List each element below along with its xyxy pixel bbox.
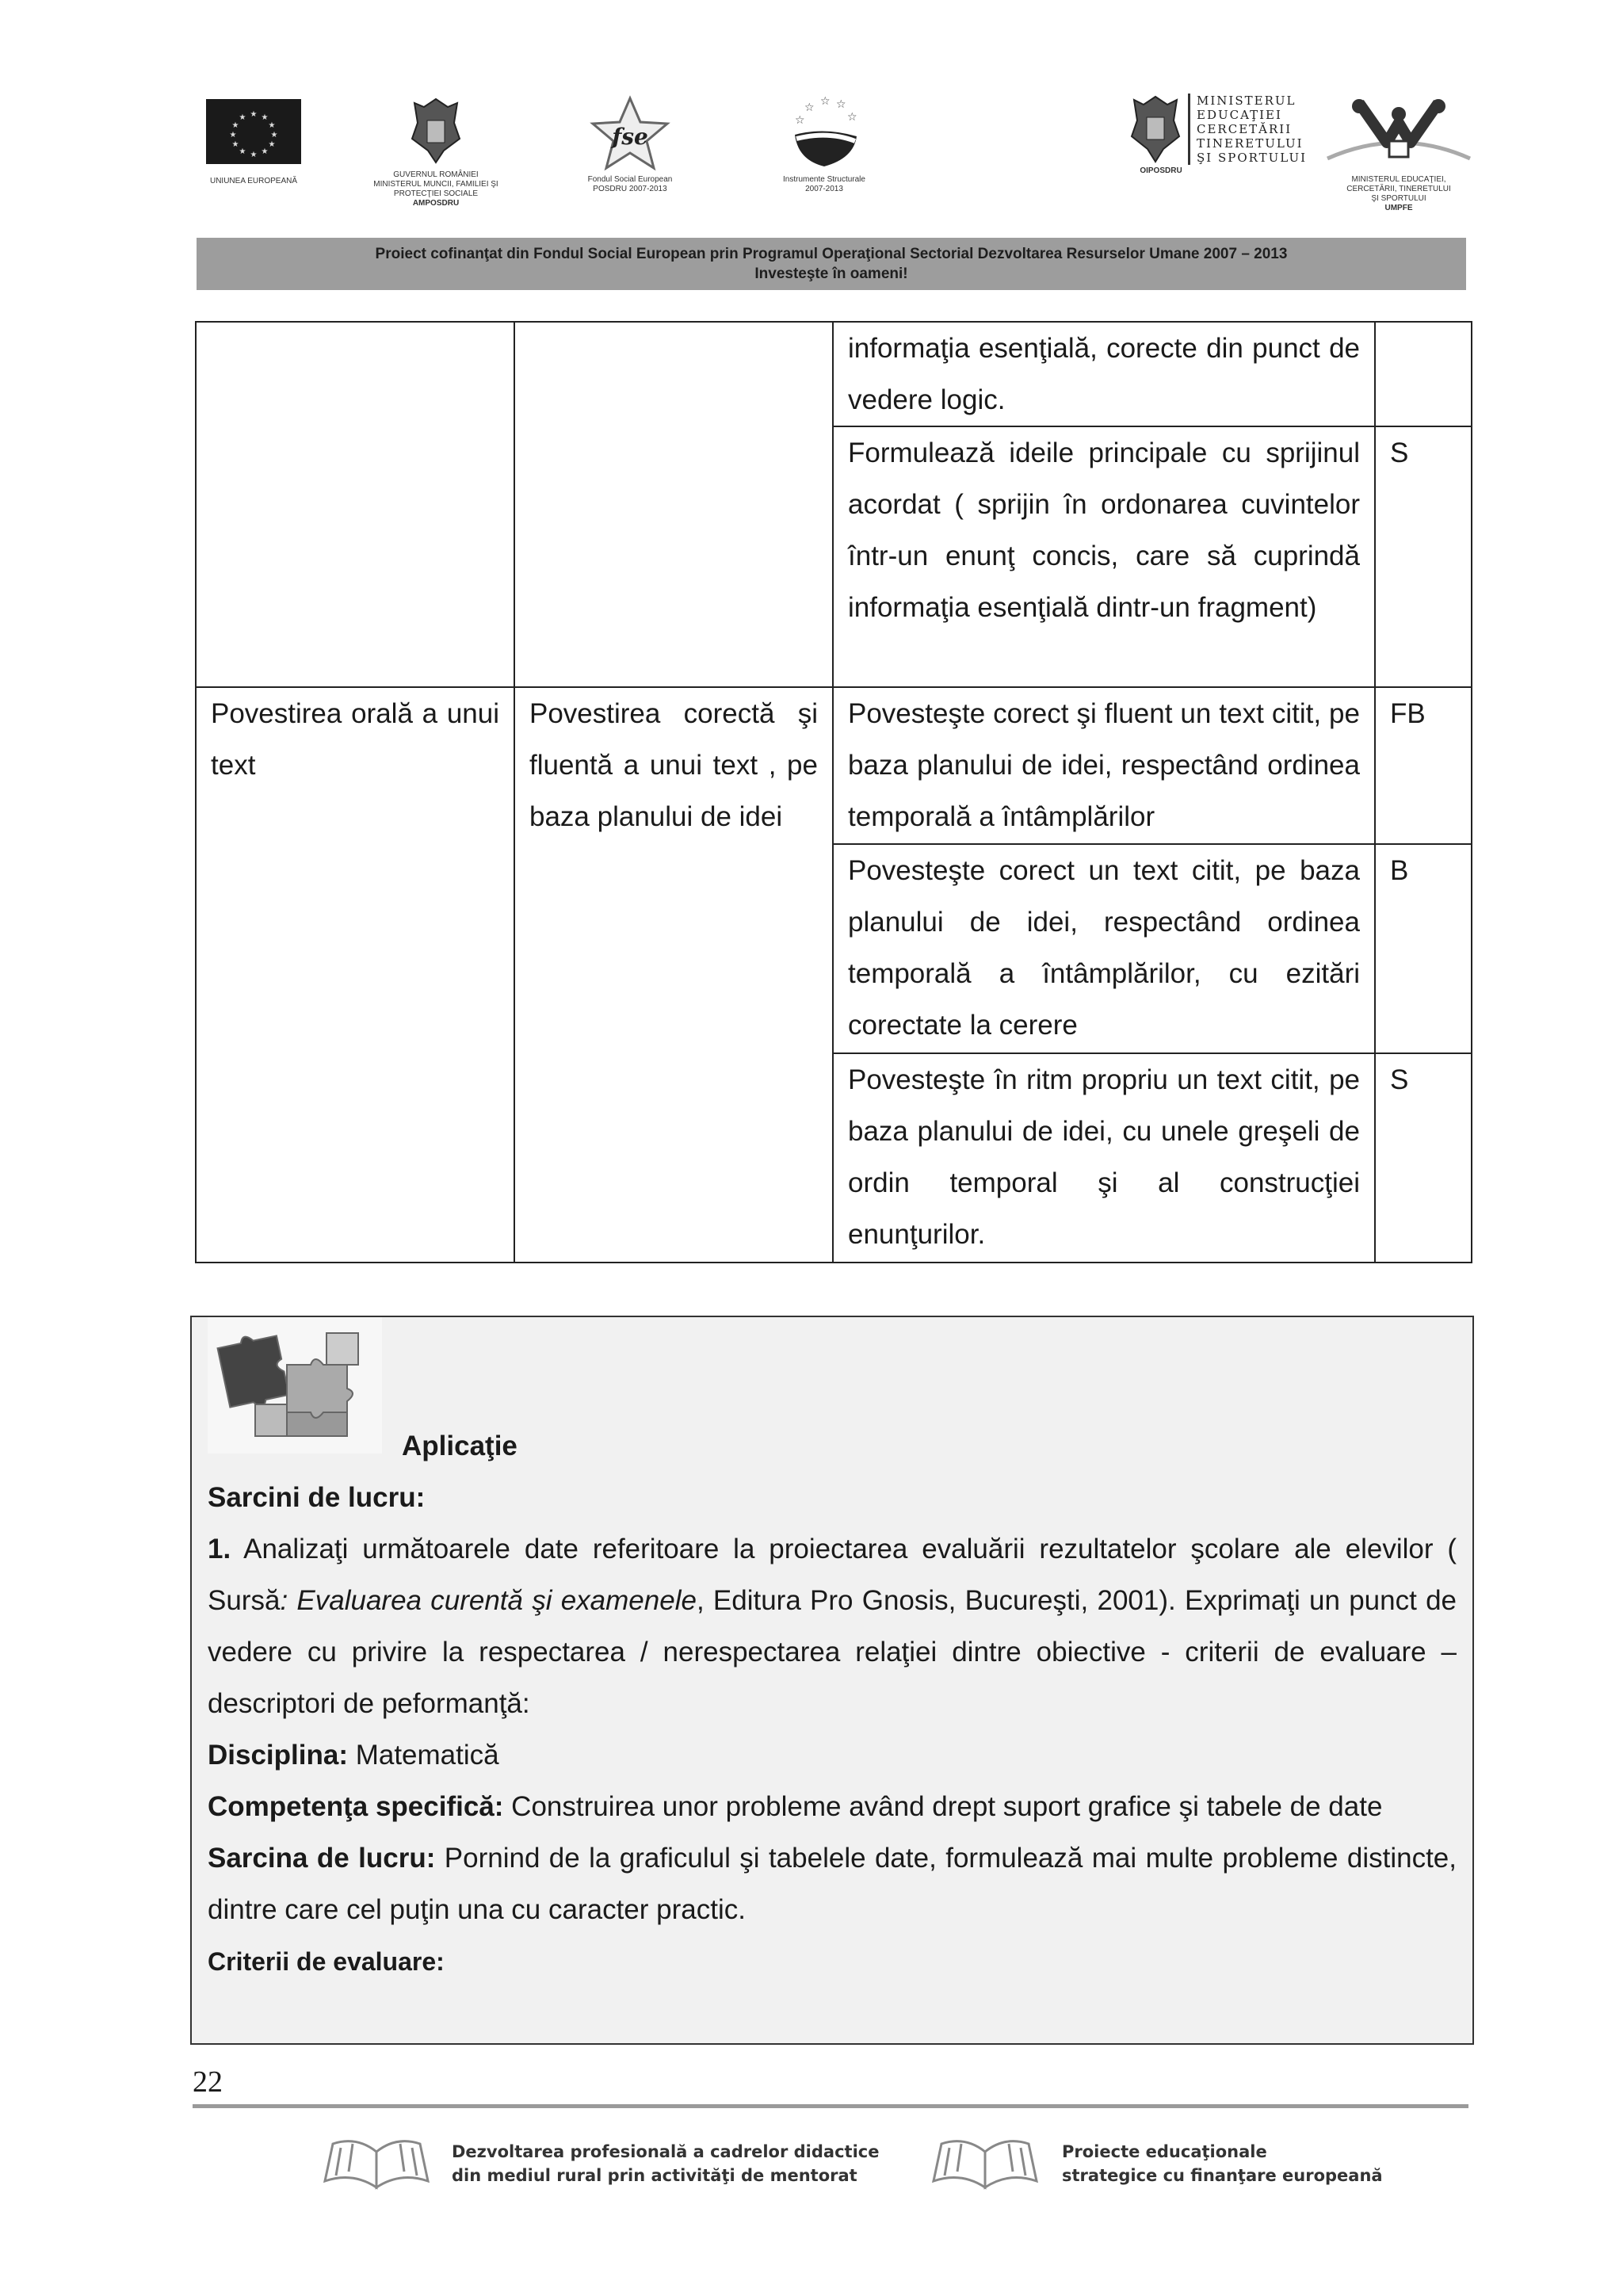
application-box: [190, 1316, 1474, 2045]
svg-text:☆: ☆: [804, 101, 815, 114]
grade-cell: B: [1375, 844, 1472, 1053]
open-book-icon: [926, 2132, 1044, 2195]
eu-logo: [182, 99, 325, 186]
banner-line-1: Proiect cofinanţat din Fondul Social European prin Programul Operaţional Sectorial Dezvoltarea Resurselor Umane 2007 – 2013: [375, 246, 1288, 262]
grade-cell: S: [1375, 1053, 1472, 1263]
open-book-icon: [317, 2132, 436, 2195]
table-row: [196, 322, 1472, 426]
page-number: 22: [193, 2065, 223, 2099]
umpfe-people-icon: [1319, 95, 1478, 171]
fse-logo: [563, 95, 697, 194]
eu-flag-icon: [206, 99, 301, 164]
project-banner: [197, 238, 1466, 290]
table-cell: [196, 322, 514, 687]
task-number: 1.: [208, 1534, 231, 1564]
grade-cell: [1375, 322, 1472, 426]
is-caption: Instrumente Structurale 2007-2013: [783, 175, 865, 193]
umpfe-caption: UMPFE: [1384, 204, 1413, 212]
gov-caption: GUVERNUL ROMÂNIEI MINISTERUL MUNCII, FAMILIEI ŞI PROTECŢIEI SOCIALE: [373, 170, 498, 198]
fse-caption: Fondul Social European POSDRU 2007-2013: [587, 175, 673, 193]
instrumente-structurale-logo: [757, 95, 892, 194]
competence-label: Competenţa specifică:: [208, 1791, 504, 1822]
task-item-1: [208, 1523, 1457, 1729]
structural-instruments-icon: [781, 95, 868, 171]
oiposdru-caption: OIPOSDRU: [1140, 166, 1182, 175]
svg-text:☆: ☆: [836, 98, 846, 111]
criterion-cell: Povestirea corectă şi fluentă a unui text , pe baza planului de idei: [514, 687, 833, 1263]
task-text: Analizaţi următoarele date referitoare la proiectarea evaluării rezultatelor şcolare ale elevilor ( Sursă: [208, 1534, 1457, 1616]
grade-cell: S: [1375, 426, 1472, 687]
puzzle-icon: [208, 1317, 382, 1454]
umpfe-ministry-caption: MINISTERUL EDUCAŢIEI, CERCETĂRII, TINERETULUI ŞI SPORTULUI: [1346, 175, 1451, 203]
discipline-label: Disciplina:: [208, 1740, 348, 1771]
svg-text:★: ★: [239, 113, 246, 122]
svg-text:☆: ☆: [820, 95, 831, 108]
descriptor-cell: Formulează ideile principale cu sprijinul acordat ( sprijin în ordonarea cuvintelor într-un enunţ concis, care să cuprindă informaţia esenţială dintr-un fragment): [833, 426, 1375, 687]
oiposdru-logo: [1129, 94, 1335, 176]
svg-text:★: ★: [229, 131, 237, 139]
svg-text:☆: ☆: [795, 114, 805, 127]
svg-text:☆: ☆: [847, 111, 857, 124]
objective-cell: Povestirea orală a unui text: [196, 687, 514, 1263]
svg-text:★: ★: [270, 131, 278, 139]
tasks-label: Sarcini de lucru:: [208, 1482, 426, 1513]
svg-text:★: ★: [250, 110, 258, 119]
svg-text:★: ★: [268, 121, 276, 130]
descriptor-cell: Povesteşte corect şi fluent un text citit, pe baza planului de idei, respectând ordinea temporală a întâmplărilor: [833, 687, 1375, 844]
svg-text:★: ★: [261, 147, 269, 156]
gov-logo: [361, 95, 511, 208]
umpfe-logo: [1319, 95, 1478, 213]
table-row: [196, 687, 1472, 844]
svg-text:★: ★: [231, 140, 239, 149]
descriptor-cell: informaţia esenţială, corecte din punct de vedere logic.: [833, 322, 1375, 426]
footer-left-text: Dezvoltarea profesională a cadrelor didactice din mediul rural prin activităţi de mentorat: [452, 2142, 880, 2185]
svg-text:fse: fse: [612, 124, 648, 150]
table-cell: [514, 322, 833, 687]
application-title: Aplicaţie: [402, 1431, 517, 1461]
task-text-continued: , Editura Pro Gnosis, Bucureşti, 2001). Exprimaţi un punct de vedere cu privire la respectarea / nerespectarea relaţiei dintre obiective - criterii de evaluare – descriptori de peformanţă:: [208, 1585, 1457, 1719]
ministry-name: MINISTERUL EDUCAŢIEI CERCETĂRII TINERETULUI ŞI SPORTULUI: [1188, 94, 1307, 165]
work-task-value: Pornind de la graficulul şi tabelele date, formulează mai multe probleme distincte, dintre care cel puţin una cu caracter practic.: [208, 1843, 1457, 1925]
work-task-label: Sarcina de lucru:: [208, 1843, 436, 1874]
discipline-value: Matematică: [347, 1740, 499, 1771]
svg-text:★: ★: [261, 113, 269, 122]
footer-right-text: Proiecte educaţionale strategice cu finanţare europeană: [1062, 2142, 1383, 2185]
romania-coat-of-arms-icon: [408, 95, 464, 166]
criteria-label: Criterii de evaluare:: [208, 1947, 445, 1976]
descriptor-cell: Povesteşte corect un text citit, pe baza planului de idei, respectând ordinea temporală a întâmplărilor, cu ezitări corectate la cerere: [833, 844, 1375, 1053]
svg-text:★: ★: [250, 151, 258, 159]
svg-text:★: ★: [268, 140, 276, 149]
descriptor-cell: Povesteşte în ritm propriu un text citit, pe baza planului de idei, cu unele greşeli de ordin temporal şi al construcţiei enunţurilor.: [833, 1053, 1375, 1263]
grade-cell: FB: [1375, 687, 1472, 844]
amposdru-caption: AMPOSDRU: [412, 199, 460, 208]
ministry-coat-of-arms-icon: [1129, 94, 1182, 165]
svg-text:★: ★: [231, 121, 239, 130]
footer-divider: [193, 2104, 1468, 2108]
evaluation-rubric-table: [195, 321, 1472, 1263]
application-body: [208, 1472, 1457, 1988]
banner-line-2: Investeşte în oameni!: [754, 266, 908, 282]
svg-text:★: ★: [239, 147, 246, 156]
source-title: : Evaluarea curentă şi examenele: [280, 1585, 697, 1616]
competence-value: Construirea unor probleme având drept suport grafice şi tabele de date: [503, 1791, 1383, 1822]
eu-caption: UNIUNEA EUROPEANĂ: [209, 177, 298, 185]
fse-star-icon: [586, 95, 674, 171]
